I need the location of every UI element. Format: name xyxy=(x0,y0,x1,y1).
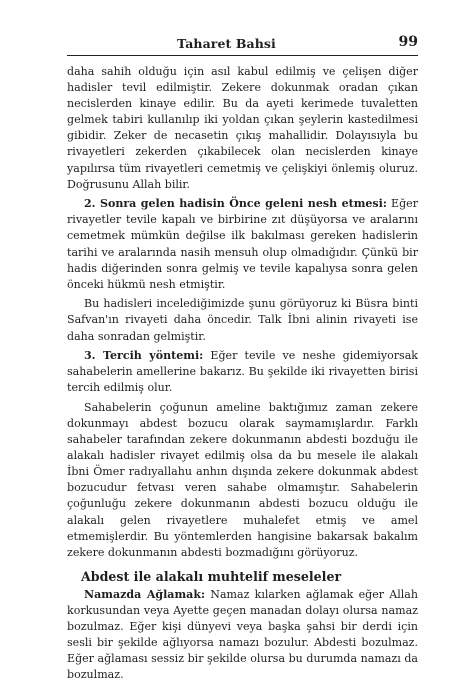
namazda-aglamak-heading: Namazda Ağlamak: xyxy=(84,587,206,601)
method-2-text: Eğer rivayetler tevile kapalı ve birbirine zıt düşüyorsa ve aralarını cemetmek mümkün değilse ilk bakılması gereken hadislerin tarihi ve aralarında nasih mensuh olup olmadığıdır. Çünkü bir hadis diğerinden sonra gelmiş ve tevile kapalıysa sonra gelen önceki hükmü nesh etmiştir. xyxy=(67,197,418,291)
method-3-heading: 3. Tercih yöntemi: xyxy=(84,349,204,363)
running-header xyxy=(67,34,418,56)
paragraph-continuation: daha sahih olduğu için asıl kabul edilmiş ve çelişen diğer hadisler tevil edilmiştir. Zekere dokunmak oradan çıkan necislerden kinaye edilir. Bu da ayeti kerimede tuvaletten gelmek tabiri kullanılıp iki yoldan çıkan şeylerin kastedilmesi gibidir. Zeker de necasetin çıkış mahallidir. Dolayısıyla bu rivayetleri zekerden çıkabilecek olan necislerden kinaye yapılırsa tüm rivayetleri cemetmiş ve çelişkiyi önlemiş oluruz. Doğrusunu Allah bilir. xyxy=(67,65,418,191)
running-title: Taharet Bahsi xyxy=(177,36,276,51)
paragraph-method-2 xyxy=(67,196,418,293)
paragraph-method-3 xyxy=(67,348,418,396)
paragraph-namazda-aglamak xyxy=(67,587,418,684)
paragraph-sahabe-amel: Sahabelerin çoğunun ameline baktığımız zaman zekere dokunmayı abdest bozucu olarak saymamışlardır. Farklı sahabeler tarafından zekere dokunmanın abdesti bozduğu ile alakalı hadisler rivayet edilmiş olsa da bu mesele ile alakalı İbni Ömer radıyallahu anhın dışında zekere dokunmak abdest bozucudur fetvası veren sahabe olmamıştır. Sahabelerin çoğunluğu zekere dokunmanın abdesti bozucu olduğu ile alakalı gelen rivayetlere muhalefet etmiş ve amel etmemişlerdir. Bu yöntemlerden hangisine bakarsak bakalım zekere dokunmanın abdesti bozmadığını görüyoruz. xyxy=(67,400,418,559)
header-rule xyxy=(67,55,418,56)
section-heading: Abdest ile alakalı muhtelif meseleler xyxy=(81,568,342,584)
paragraph-busra-rivayet: Bu hadisleri incelediğimizde şunu görüyoruz ki Büsra binti Safvan'ın rivayeti daha öncedir. Talk İbni alinin rivayeti ise daha sonradan gelmiştir. xyxy=(67,297,418,343)
page-body xyxy=(67,64,418,687)
namazda-aglamak-text: Namaz kılarken ağlamak eğer Allah korkusundan veya Ayette geçen manadan dolayı olursa namaz bozulmaz. Eğer kişi dünyevi veya başka şahsi bir derdi için sesli bir şekilde ağlıyorsa namazı bozulur. Abdesti bozulmaz. Eğer ağlaması sessiz bir şekilde olursa bu durumda namazı da bozulmaz. xyxy=(67,587,418,682)
method-2-heading: 2. Sonra gelen hadisin Önce geleni nesh etmesi: xyxy=(84,197,387,211)
page-number: 99 xyxy=(398,34,418,50)
method-3-text: Eğer tevile ve neshe gidemiyorsak sahabelerin amellerine bakarız. Bu şekilde iki rivayetten birisi tercih edilmiş olur. xyxy=(67,349,418,395)
